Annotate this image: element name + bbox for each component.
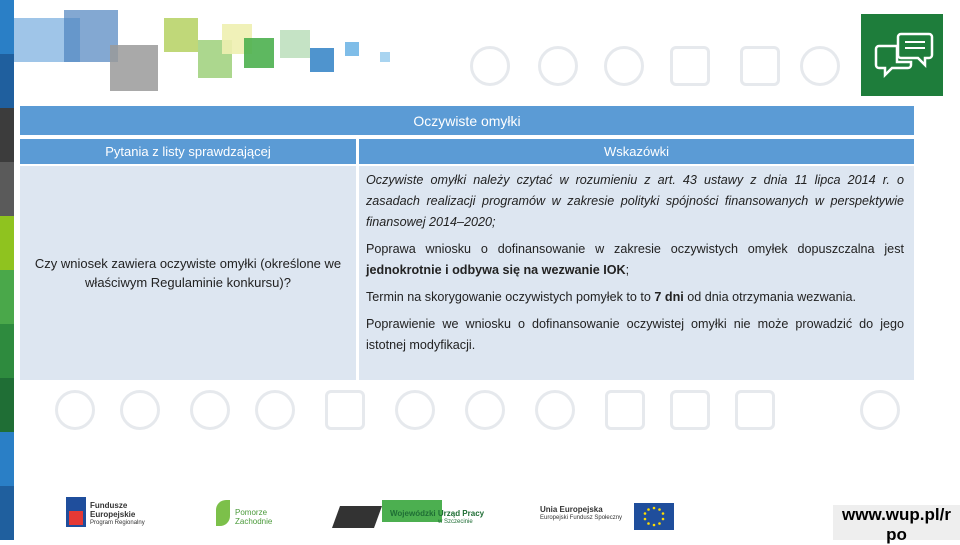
pz-line-2: Zachodnie <box>235 517 273 526</box>
wup-line-2: w Szczecinie <box>438 519 473 525</box>
ue-line-2: Europejski Fundusz Społeczny <box>540 515 623 521</box>
hint-4: Poprawienie we wniosku o dofinansowanie oczywistej omyłki nie może prowadzić do jego istotnej modyfikacji. <box>366 317 904 352</box>
hint-3-bold: 7 dni <box>654 290 684 304</box>
hint-2-end: ; <box>625 263 630 277</box>
eu-flag-icon <box>634 503 674 530</box>
hint-1: Oczywiste omyłki należy czytać w rozumieniu z art. 43 ustawy z dnia 11 lipca 2014 r. o zasadach realizacji programów w zakresie polityki spójności finansowanych w perspektywie finansowej 2014–2020; <box>366 173 904 229</box>
fe-line-1: Fundusze <box>90 501 128 510</box>
chat-icon-box <box>861 14 943 96</box>
column-header-hints: Wskazówki <box>359 139 914 164</box>
fe-line-3: Program Regionalny <box>90 520 145 526</box>
hint-3 <box>366 287 904 308</box>
pz-line-1: Pomorze <box>235 508 268 517</box>
chat-bubbles-icon <box>861 14 943 96</box>
left-color-strip <box>0 0 14 540</box>
hint-2 <box>366 239 904 281</box>
hint-3-end: od dnia otrzymania wezwania. <box>683 290 856 304</box>
hint-2-bold: jednokrotnie i odbywa się na wezwanie IOK <box>366 263 626 277</box>
wup-line-1: Wojewódzki Urząd Pracy <box>390 509 485 518</box>
column-header-questions: Pytania z listy sprawdzającej <box>20 139 356 164</box>
hint-2-text: Poprawa wniosku o dofinansowanie w zakresie oczywistych omyłek dopuszczalna jest <box>366 242 904 256</box>
table-title: Oczywiste omyłki <box>20 106 914 135</box>
footer-url[interactable]: www.wup.pl/r po <box>833 505 960 540</box>
fe-line-2: Europejskie <box>90 510 136 519</box>
ue-line-1: Unia Europejska <box>540 505 603 514</box>
question-cell <box>20 166 356 380</box>
hint-3-text: Termin na skorygowanie oczywistych pomyłek to to <box>366 290 655 304</box>
hints-cell <box>359 166 914 380</box>
question-text: Czy wniosek zawiera oczywiste omyłki (określone we właściwym Regulaminie konkursu)? <box>34 256 342 290</box>
